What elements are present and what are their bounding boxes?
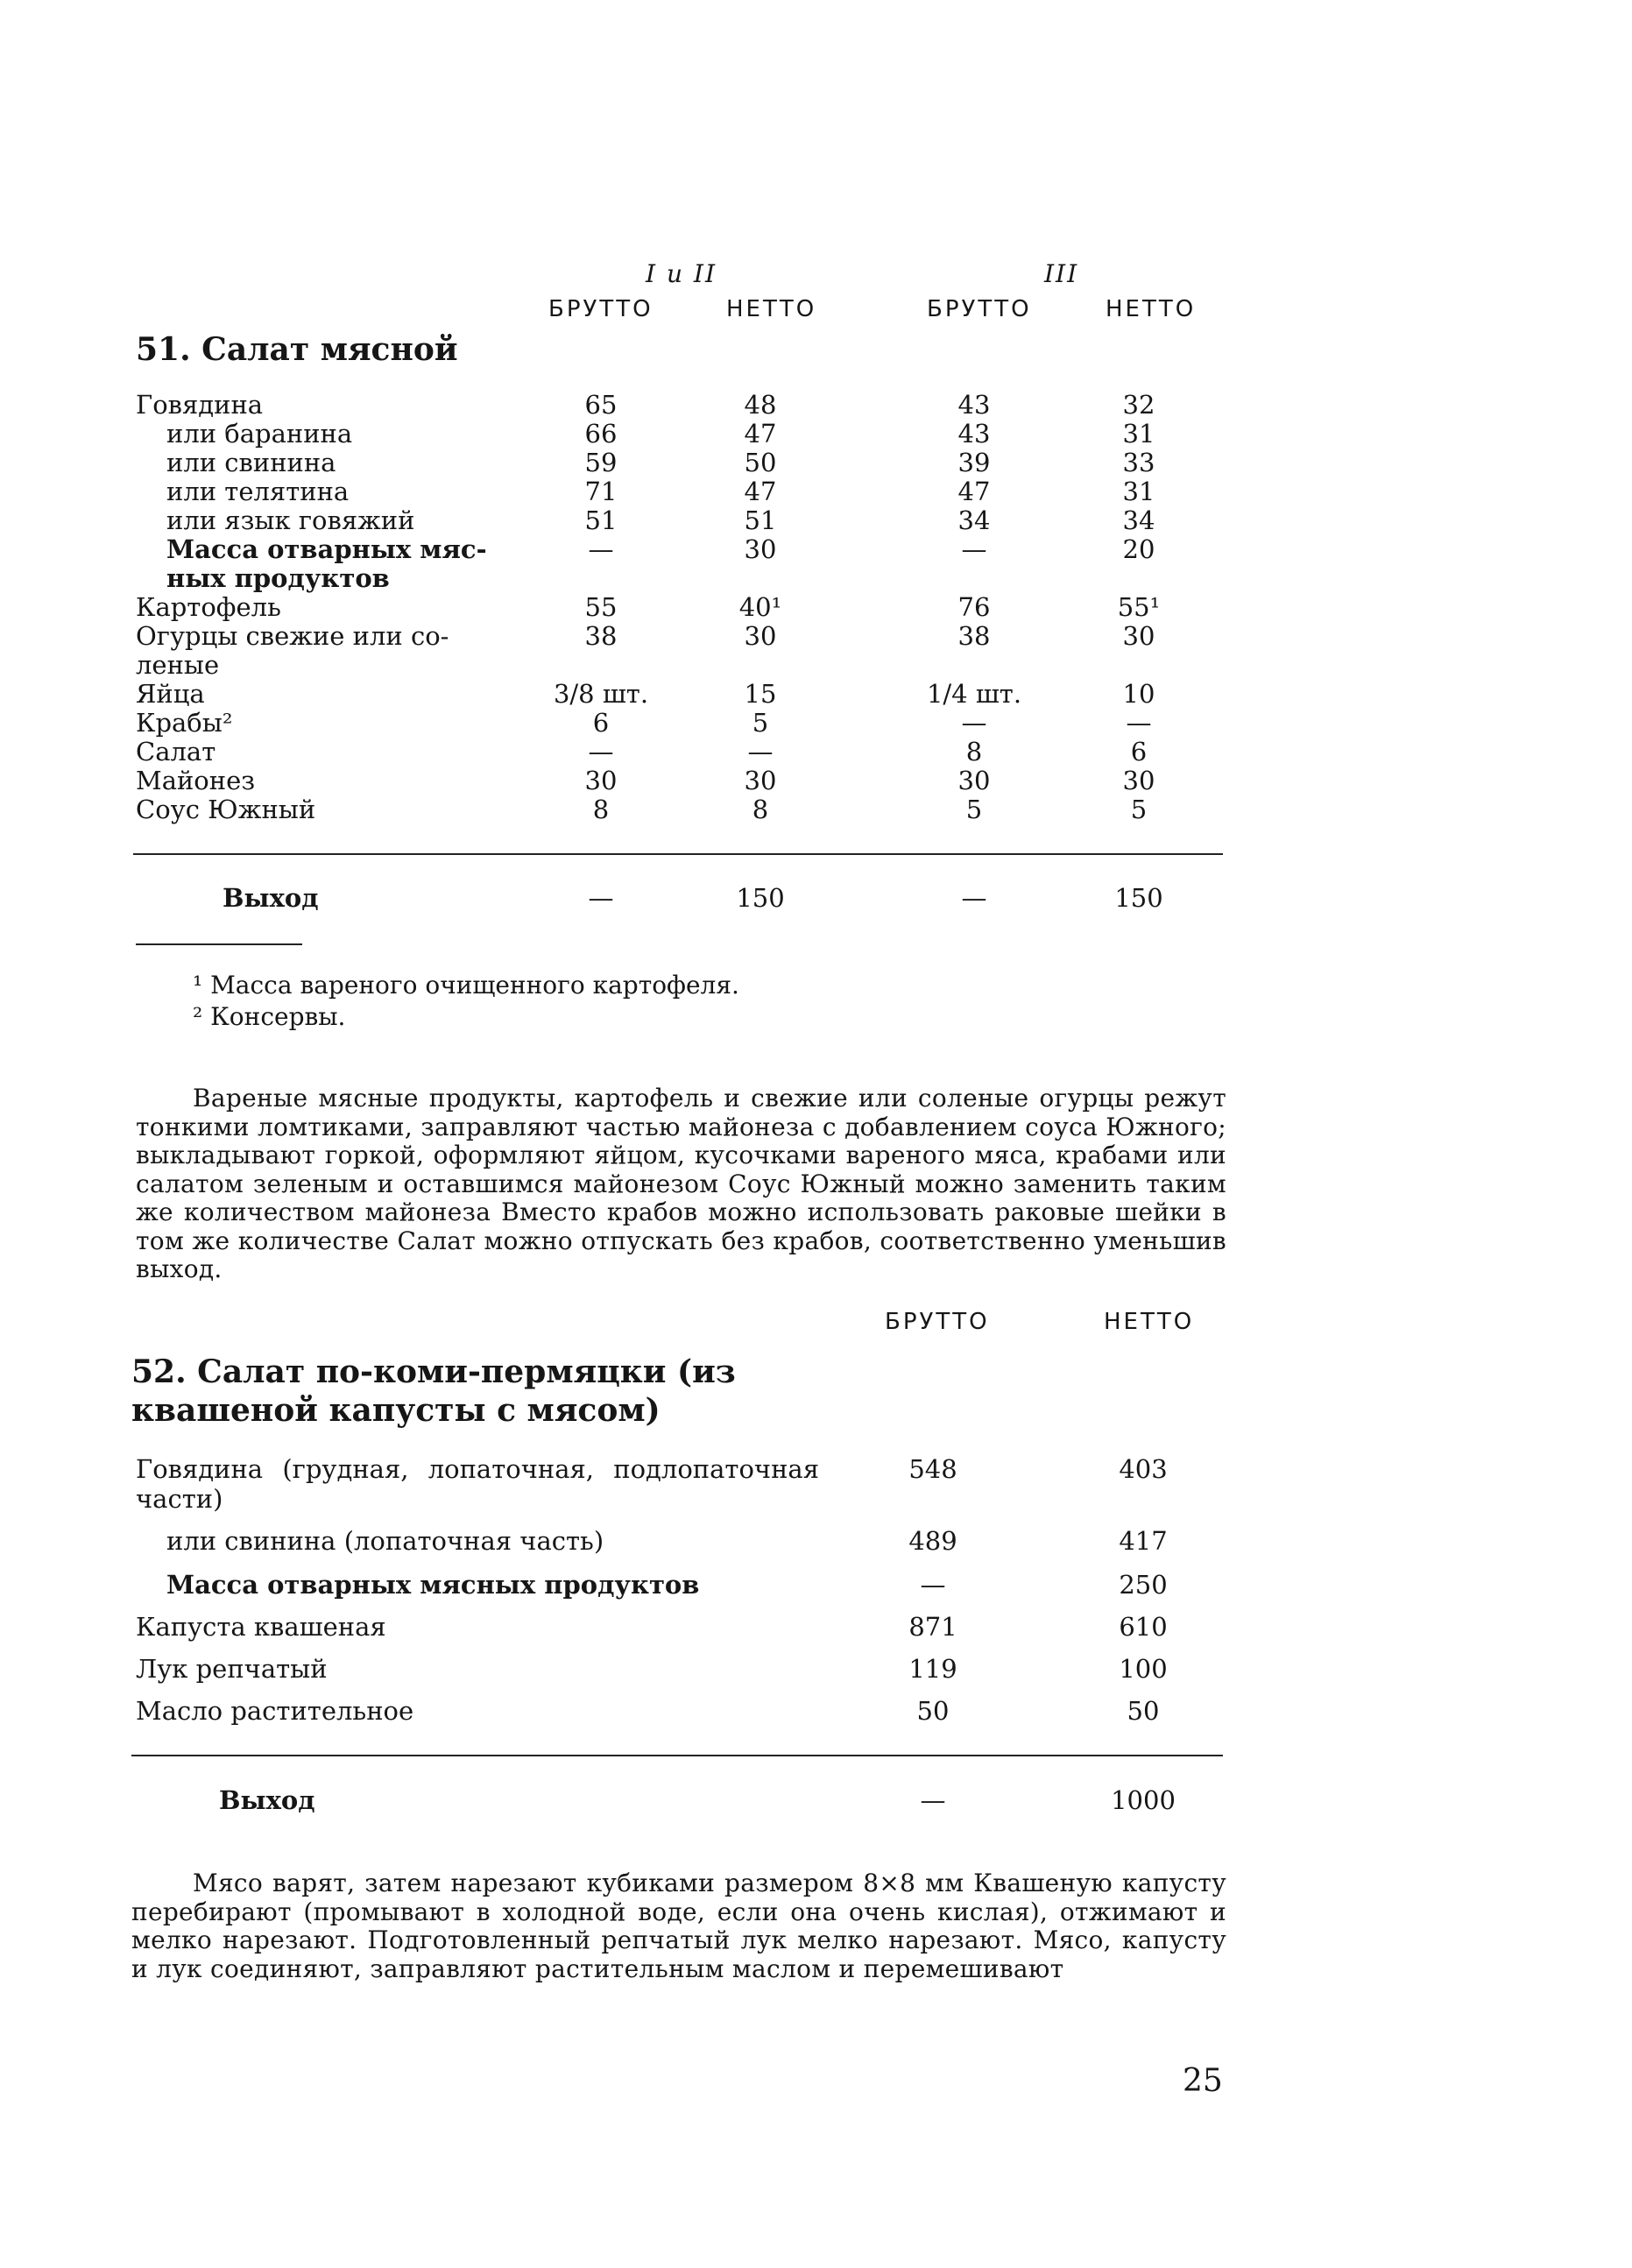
ingredient-name: или телятина: [166, 477, 350, 506]
ingredient-name: Масло растительное: [136, 1696, 414, 1726]
quantity-cell: 30: [744, 766, 777, 795]
yield-brutto-12-51: —: [588, 883, 614, 913]
table-rule-52: [131, 1755, 1223, 1756]
quantity-cell: 417: [1119, 1526, 1168, 1556]
quantity-cell: 548: [908, 1454, 957, 1484]
method-paragraph-52: Мясо варят, затем нарезают кубиками размером 8×8 мм Квашеную капусту перебирают (промывают в холодной воде, если она очень кислая), отжимают и мелко нарезают. Подготовленный репчатый лук мелко нарезают. Мясо, капусту и лук соединяют, заправляют растительным маслом и перемешивают: [131, 1869, 1226, 1983]
ingredient-name: Майонез: [136, 766, 256, 795]
ingredient-name: или свинина: [166, 448, 336, 477]
quantity-cell: 76: [957, 592, 991, 622]
quantity-cell: 31: [1122, 477, 1155, 506]
quantity-cell: 47: [957, 477, 991, 506]
col-header-netto-1: НЕТТО: [726, 296, 817, 322]
quantity-cell: 31: [1122, 419, 1155, 449]
quantity-cell: 30: [584, 766, 618, 795]
quantity-cell: —: [747, 737, 774, 767]
quantity-cell: 47: [744, 477, 777, 506]
quantity-cell: 43: [957, 419, 991, 449]
quantity-cell: —: [961, 534, 987, 564]
col-header-netto-3: НЕТТО: [1106, 296, 1197, 322]
quantity-cell: 33: [1122, 448, 1155, 477]
ingredient-name: Говядина: [136, 390, 264, 420]
quantity-cell: 51: [584, 505, 618, 535]
quantity-cell: 5: [965, 795, 983, 824]
ingredient-name: или баранина: [166, 419, 353, 449]
quantity-cell: 55: [584, 592, 618, 622]
quantity-cell: 610: [1119, 1612, 1168, 1642]
ingredient-name: Картофель: [136, 592, 281, 622]
yield-netto-3-51: 150: [1114, 883, 1163, 913]
method-paragraph-51: Вареные мясные продукты, картофель и свежие или соленые огурцы режут тонкими ломтиками, заправляют частью майонеза с добавлением соуса Южного; выкладывают горкой, оформляют яйцом, кусочками вареного мяса, крабами или салатом зеленым и оставшимся майонезом Соус Южный можно заменить таким же количеством майонеза Вместо крабов можно использовать раковые шейки в том же количестве Салат можно отпускать без крабов, соответственно уменьшив выход.: [136, 1084, 1226, 1283]
quantity-cell: —: [588, 737, 614, 767]
quantity-cell: 40¹: [738, 592, 782, 622]
yield-netto-52: 1000: [1111, 1785, 1176, 1815]
quantity-cell: 38: [584, 621, 618, 651]
ingredient-name: Масса отварных мяс-: [166, 534, 487, 564]
quantity-cell: 30: [1122, 621, 1155, 651]
quantity-cell: 8: [965, 737, 983, 767]
quantity-cell: 71: [584, 477, 618, 506]
ingredient-name: ных продуктов: [166, 563, 390, 593]
quantity-cell: 100: [1119, 1654, 1168, 1684]
col-header-netto-52: НЕТТО: [1104, 1309, 1195, 1335]
col-header-brutto-3: БРУТТО: [927, 296, 1032, 322]
ingredient-name: леные: [136, 650, 220, 680]
quantity-cell: —: [961, 708, 987, 738]
quantity-cell: 871: [908, 1612, 957, 1642]
quantity-cell: 489: [908, 1526, 957, 1556]
col-header-brutto-52: БРУТТО: [885, 1309, 990, 1335]
ingredient-name: Говядина (грудная, лопаточная, подлопаточная части): [136, 1454, 819, 1514]
quantity-cell: 5: [1130, 795, 1148, 824]
quantity-cell: 34: [1122, 505, 1155, 535]
quantity-cell: 47: [744, 419, 777, 449]
quantity-cell: —: [588, 534, 614, 564]
quantity-cell: —: [1126, 708, 1152, 738]
ingredient-name: Крабы²: [136, 708, 233, 738]
page-number: 25: [1183, 2063, 1223, 2099]
ingredient-name: Капуста квашеная: [136, 1612, 386, 1642]
yield-brutto-3-51: —: [961, 883, 987, 913]
ingredient-name: Лук репчатый: [136, 1654, 328, 1684]
quantity-cell: 59: [584, 448, 618, 477]
group-header-1-2: I и II: [646, 259, 717, 288]
quantity-cell: 48: [744, 390, 777, 420]
quantity-cell: 20: [1122, 534, 1155, 564]
quantity-cell: 8: [592, 795, 610, 824]
yield-label-52: Выход: [219, 1785, 315, 1815]
ingredient-name: Яйца: [136, 679, 205, 709]
quantity-cell: 15: [744, 679, 777, 709]
ingredient-name: Масса отварных мясных продуктов: [166, 1570, 700, 1600]
quantity-cell: 39: [957, 448, 991, 477]
quantity-cell: 30: [744, 621, 777, 651]
quantity-cell: 1/4 шт.: [926, 679, 1022, 709]
yield-brutto-52: —: [920, 1785, 946, 1815]
quantity-cell: 119: [908, 1654, 957, 1684]
yield-label-51: Выход: [223, 883, 319, 913]
quantity-cell: 3/8 шт.: [553, 679, 649, 709]
quantity-cell: 32: [1122, 390, 1155, 420]
ingredient-name: или язык говяжий: [166, 505, 415, 535]
ingredient-name: Соус Южный: [136, 795, 316, 824]
footnote-rule: [136, 943, 302, 945]
quantity-cell: 43: [957, 390, 991, 420]
recipe-title-52: 52. Салат по-коми-пермяцки (из квашеной капусты с мясом): [131, 1353, 736, 1429]
ingredient-name: Огурцы свежие или со-: [136, 621, 449, 651]
quantity-cell: 30: [1122, 766, 1155, 795]
quantity-cell: 30: [744, 534, 777, 564]
quantity-cell: 38: [957, 621, 991, 651]
quantity-cell: 55¹: [1117, 592, 1161, 622]
quantity-cell: 5: [752, 708, 769, 738]
quantity-cell: 403: [1119, 1454, 1168, 1484]
quantity-cell: 50: [1127, 1696, 1160, 1726]
group-header-3: III: [1044, 259, 1079, 288]
quantity-cell: 34: [957, 505, 991, 535]
quantity-cell: 10: [1122, 679, 1155, 709]
col-header-brutto-1: БРУТТО: [548, 296, 654, 322]
ingredient-name: Салат: [136, 737, 216, 767]
yield-netto-12-51: 150: [736, 883, 785, 913]
table-rule-51: [133, 853, 1223, 855]
ingredient-name: или свинина (лопаточная часть): [166, 1526, 604, 1556]
quantity-cell: 50: [744, 448, 777, 477]
quantity-cell: 50: [916, 1696, 950, 1726]
quantity-cell: 6: [592, 708, 610, 738]
footnote-2: ² Консервы.: [193, 1002, 346, 1031]
quantity-cell: 8: [752, 795, 769, 824]
quantity-cell: 51: [744, 505, 777, 535]
quantity-cell: —: [920, 1570, 946, 1600]
quantity-cell: 66: [584, 419, 618, 449]
footnote-1: ¹ Масса вареного очищенного картофеля.: [193, 971, 739, 1000]
quantity-cell: 65: [584, 390, 618, 420]
quantity-cell: 6: [1130, 737, 1148, 767]
quantity-cell: 250: [1119, 1570, 1168, 1600]
recipe-title-51: 51. Салат мясной: [136, 331, 458, 368]
quantity-cell: 30: [957, 766, 991, 795]
